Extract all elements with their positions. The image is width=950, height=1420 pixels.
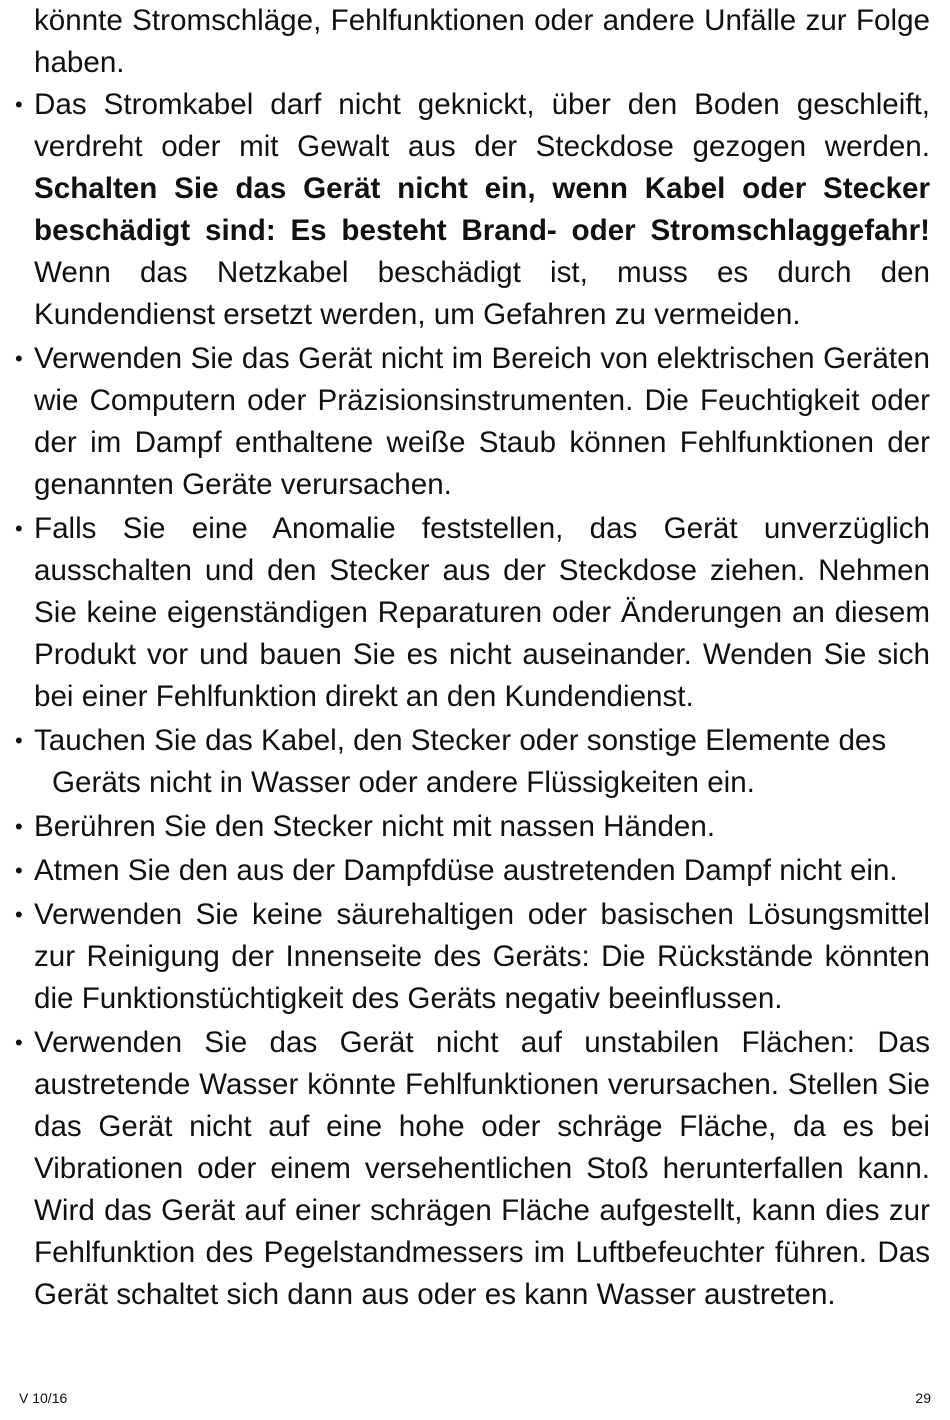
version-label: V 10/16	[19, 1390, 68, 1406]
list-item-text: Verwenden Sie keine säurehaltigen oder basischen Lösungsmittel zur Reinigung der Innenseite des Geräts: Die Rückstände könnten die Funktionstüchtigkeit des Geräts negativ beeinflussen.	[34, 898, 930, 1015]
list-item-text: Geräts nicht in Wasser oder andere Flüssigkeiten ein.	[52, 766, 755, 799]
page-number: 29	[915, 1390, 931, 1406]
bullet-icon: •	[15, 814, 23, 839]
list-item-text: Tauchen Sie das Kabel, den Stecker oder sonstige Elemente des	[34, 724, 887, 757]
list-item	[15, 84, 930, 336]
warning-text: Schalten Sie das Gerät nicht ein, wenn Kabel oder Stecker beschädigt sind: Es besteht Brand- oder Stromschlaggefahr!	[34, 172, 930, 247]
bullet-icon: •	[15, 92, 23, 117]
list-item-text: Das Stromkabel darf nicht geknickt, über den Boden geschleift, verdreht oder mit Gewalt aus der Steckdose gezogen werden.	[34, 88, 930, 163]
intro-paragraph: könnte Stromschläge, Fehlfunktionen oder andere Unfälle zur Folge haben.	[34, 4, 930, 79]
list-item-text: Verwenden Sie das Gerät nicht im Bereich von elektrischen Geräten wie Computern oder Präzisionsinstrumenten. Die Feuchtigkeit oder der im Dampf enthaltene weiße Staub können Fehlfunktionen der genannten Geräte verursachen.	[34, 342, 930, 501]
bullet-icon: •	[15, 858, 23, 883]
list-item-text: Atmen Sie den aus der Dampfdüse austretenden Dampf nicht ein.	[34, 854, 898, 887]
list-item	[15, 338, 930, 506]
bullet-icon: •	[15, 516, 23, 541]
list-item	[15, 850, 930, 892]
bullet-icon: •	[15, 1030, 23, 1055]
list-item	[15, 508, 930, 718]
list-item-text: Falls Sie eine Anomalie feststellen, das Gerät unverzüglich ausschalten und den Stecker aus der Steckdose ziehen. Nehmen Sie keine eigenständigen Reparaturen oder Änderungen an diesem Produkt vor und bauen Sie es nicht auseinander. Wenden Sie sich bei einer Fehlfunktion direkt an den Kundendienst.	[34, 512, 930, 713]
list-item	[15, 806, 930, 848]
bullet-icon: •	[15, 728, 23, 753]
list-item	[15, 894, 930, 1020]
list-item-text: Berühren Sie den Stecker nicht mit nassen Händen.	[34, 810, 716, 843]
bullet-icon: •	[15, 902, 23, 927]
list-item-text: Verwenden Sie das Gerät nicht auf unstabilen Flächen: Das austretende Wasser könnte Fehlfunktionen verursachen. Stellen Sie das Gerät nicht auf eine hohe oder schräge Fläche, da es bei Vibrationen oder einem versehentlichen Stoß herunterfallen kann. Wird das Gerät auf einer schrägen Fläche aufgestellt, kann dies zur Fehlfunktion des Pegelstandmessers im Luftbefeuchter führen. Das Gerät schaltet sich dann aus oder es kann Wasser austreten.	[34, 1026, 930, 1311]
document-page	[15, 0, 930, 1318]
list-item	[15, 1022, 930, 1316]
list-item-text: Wenn das Netzkabel beschädigt ist, muss es durch den Kundendienst ersetzt werden, um Gefahren zu vermeiden.	[34, 256, 930, 331]
list-item	[15, 720, 930, 804]
bullet-icon: •	[15, 346, 23, 371]
safety-list	[15, 84, 930, 1316]
